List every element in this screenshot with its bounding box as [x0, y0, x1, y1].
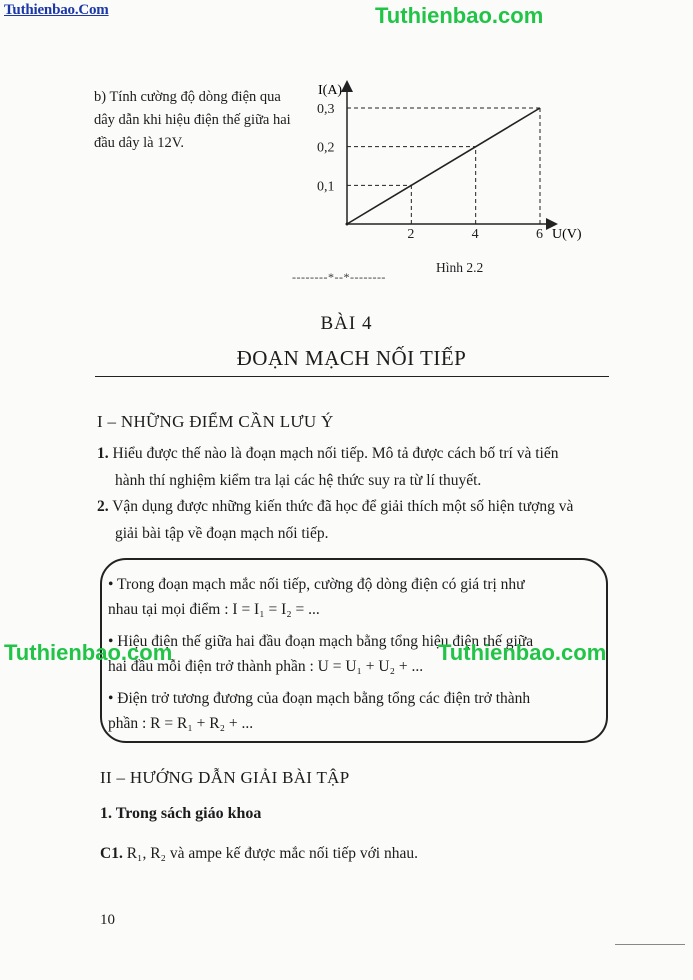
- summary-line: nhau tại mọi điểm : I = I₁ = I₂ = ...: [108, 601, 320, 618]
- watermark-top-center: Tuthienbao.com: [375, 3, 544, 28]
- summary-line: • Điện trở tương đương của đoạn mạch bằng tổng các điện trở thành: [108, 690, 531, 707]
- watermark-top-left: Tuthienbao.Com: [4, 2, 109, 18]
- summary-point: [108, 572, 604, 622]
- question-b-line: b) Tính cường độ dòng điện qua: [94, 89, 281, 105]
- section-1-title: I – NHỮNG ĐIỂM CẦN LƯU Ý: [97, 412, 334, 431]
- item-text-line2: hành thí nghiệm kiểm tra lại các hệ thức suy ra từ lí thuyết.: [115, 472, 482, 489]
- figure-caption: Hình 2.2: [436, 260, 484, 275]
- summary-line: • Hiệu điện thế giữa hai đầu đoạn mạch bằng tổng hiệu điện thế giữa: [108, 633, 534, 650]
- data-line: [347, 108, 540, 224]
- summary-point: [108, 686, 604, 736]
- summary-line: • Trong đoạn mạch mắc nối tiếp, cường độ dòng điện có giá trị như: [108, 576, 525, 593]
- origin-point: [346, 223, 349, 226]
- c1-label: C1.: [100, 845, 123, 862]
- c1-answer: [100, 845, 418, 863]
- x-axis-label: U(V): [552, 227, 582, 242]
- question-b: [94, 86, 309, 155]
- item-text-line1: Hiểu được thế nào là đoạn mạch nối tiếp. Mô tả được cách bố trí và tiến: [112, 445, 559, 462]
- question-b-line: đầu dây là 12V.: [94, 135, 184, 151]
- x-tick-label: 2: [407, 227, 415, 242]
- watermark-middle-left: Tuthienbao.com: [4, 640, 173, 665]
- watermark-middle-right: Tuthienbao.com: [438, 640, 607, 665]
- page-number: 10: [100, 912, 115, 928]
- y-axis-label: I(A): [318, 83, 343, 98]
- item-text-line1: Vận dụng được những kiến thức đã học để giải thích một số hiện tượng và: [112, 498, 574, 515]
- item-number: 2.: [97, 498, 109, 515]
- title-underline: [95, 376, 609, 377]
- summary-line: hai đầu mỗi điện trở thành phần : U = U₁ + U₂ + ...: [108, 658, 424, 675]
- item-number: 1.: [97, 445, 109, 462]
- c1-text: R₁, R₂ và ampe kế được mắc nối tiếp với nhau.: [126, 845, 418, 862]
- scan-mark: [615, 944, 685, 945]
- subsection-title: 1. Trong sách giáo khoa: [100, 805, 262, 822]
- item-text-line2: giải bài tập về đoạn mạch nối tiếp.: [115, 525, 329, 542]
- section-2-title: II – HƯỚNG DẪN GIẢI BÀI TẬP: [100, 768, 350, 787]
- x-tick-label: 6: [536, 227, 543, 242]
- section-1-item: [97, 493, 609, 547]
- ui-graph: [300, 78, 600, 258]
- y-tick-label: 0,2: [317, 140, 335, 156]
- lesson-title: ĐOẠN MẠCH NỐI TIẾP: [236, 346, 467, 370]
- y-tick-label: 0,1: [317, 179, 335, 195]
- y-tick-label: 0,3: [317, 102, 335, 117]
- section-separator: --------*--*--------: [292, 270, 386, 284]
- question-b-line: dây dẫn khi hiệu điện thế giữa hai: [94, 112, 291, 128]
- x-tick-label: 4: [471, 227, 479, 242]
- summary-line: phần : R = R₁ + R₂ + ...: [108, 715, 254, 732]
- section-1-item: [97, 440, 609, 494]
- lesson-number: BÀI 4: [320, 313, 373, 334]
